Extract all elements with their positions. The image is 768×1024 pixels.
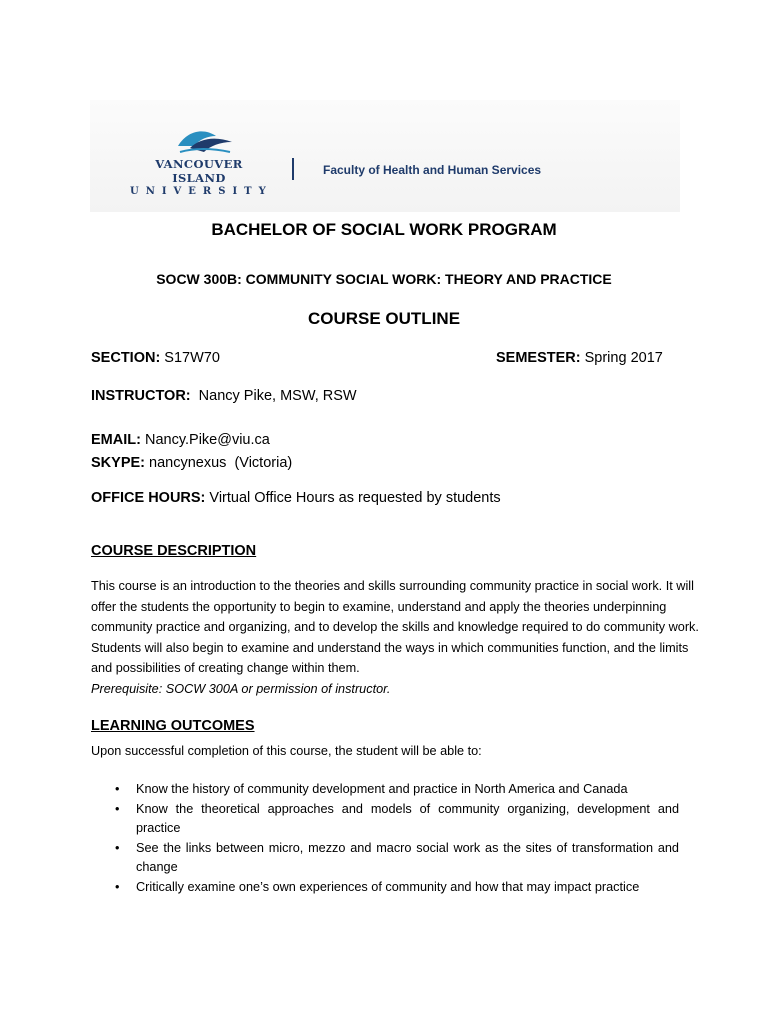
instructor-value: Nancy Pike, MSW, RSW bbox=[190, 388, 357, 404]
course-description-body bbox=[91, 576, 701, 700]
skype-line bbox=[91, 455, 292, 471]
list-item bbox=[91, 780, 679, 800]
outcomes-intro: Upon successful completion of this course, the student will be able to: bbox=[91, 744, 482, 758]
prerequisite-text: Prerequisite: SOCW 300A or permission of instructor. bbox=[91, 681, 391, 696]
list-item bbox=[91, 839, 679, 878]
bullet-icon: • bbox=[115, 879, 120, 894]
bullet-icon: • bbox=[115, 801, 120, 816]
description-text: This course is an introduction to the theories and skills surrounding community practice in social work. It will offer the students the opportunity to begin to examine, understand and apply the theories underpinning community practice and organizing, and to develop the skills and knowledge required to do community work. Students will also begin to examine and understand the ways in which communities function, and the limits and possibilities of creating change within them. bbox=[91, 579, 699, 676]
office-hours-line bbox=[91, 490, 501, 506]
header-banner bbox=[90, 100, 680, 212]
list-item-text: See the links between micro, mezzo and macro social work as the sites of transformation and change bbox=[136, 840, 679, 874]
semester-line bbox=[496, 350, 663, 366]
email-label: EMAIL: bbox=[91, 432, 141, 448]
section-value: S17W70 bbox=[160, 350, 220, 366]
vancouver-island-logo-icon bbox=[176, 126, 234, 156]
list-item bbox=[91, 800, 679, 839]
list-item-text: Critically examine one’s own experiences of community and how that may impact practice bbox=[136, 879, 640, 894]
course-title: SOCW 300B: COMMUNITY SOCIAL WORK: THEORY AND PRACTICE bbox=[156, 271, 612, 287]
email-value[interactable]: Nancy.Pike@viu.ca bbox=[140, 432, 270, 448]
instructor-label: INSTRUCTOR: bbox=[91, 388, 191, 404]
bullet-icon: • bbox=[115, 782, 120, 796]
email-line bbox=[91, 432, 270, 448]
office-hours-value: Virtual Office Hours as requested by students bbox=[205, 490, 501, 506]
faculty-name: Faculty of Health and Human Services bbox=[323, 163, 542, 177]
outline-title: COURSE OUTLINE bbox=[307, 309, 461, 328]
list-item-text: Know the history of community development and practice in North America and Canada bbox=[136, 782, 628, 796]
university-name-line1: VANCOUVER ISLAND bbox=[155, 157, 243, 185]
bullet-icon: • bbox=[115, 840, 120, 855]
section-label: SECTION: bbox=[91, 350, 161, 366]
university-name-line2: UNIVERSITY bbox=[130, 186, 273, 197]
course-description-heading: COURSE DESCRIPTION bbox=[91, 543, 257, 559]
section-line bbox=[91, 350, 220, 366]
program-title: BACHELOR OF SOCIAL WORK PROGRAM bbox=[211, 220, 557, 239]
skype-label: SKYPE: bbox=[91, 455, 145, 471]
list-item-text: Know the theoretical approaches and models of community organizing, development and practice bbox=[136, 801, 679, 835]
semester-value: Spring 2017 bbox=[580, 350, 663, 366]
skype-value: nancynexus (Victoria) bbox=[145, 455, 293, 471]
learning-outcomes-list bbox=[91, 780, 679, 897]
university-wordmark bbox=[130, 157, 273, 197]
instructor-line bbox=[91, 388, 357, 404]
list-item bbox=[91, 878, 679, 898]
logo-divider bbox=[292, 158, 294, 180]
office-hours-label: OFFICE HOURS: bbox=[91, 490, 206, 506]
semester-label: SEMESTER: bbox=[496, 350, 581, 366]
learning-outcomes-heading: LEARNING OUTCOMES bbox=[91, 718, 255, 734]
